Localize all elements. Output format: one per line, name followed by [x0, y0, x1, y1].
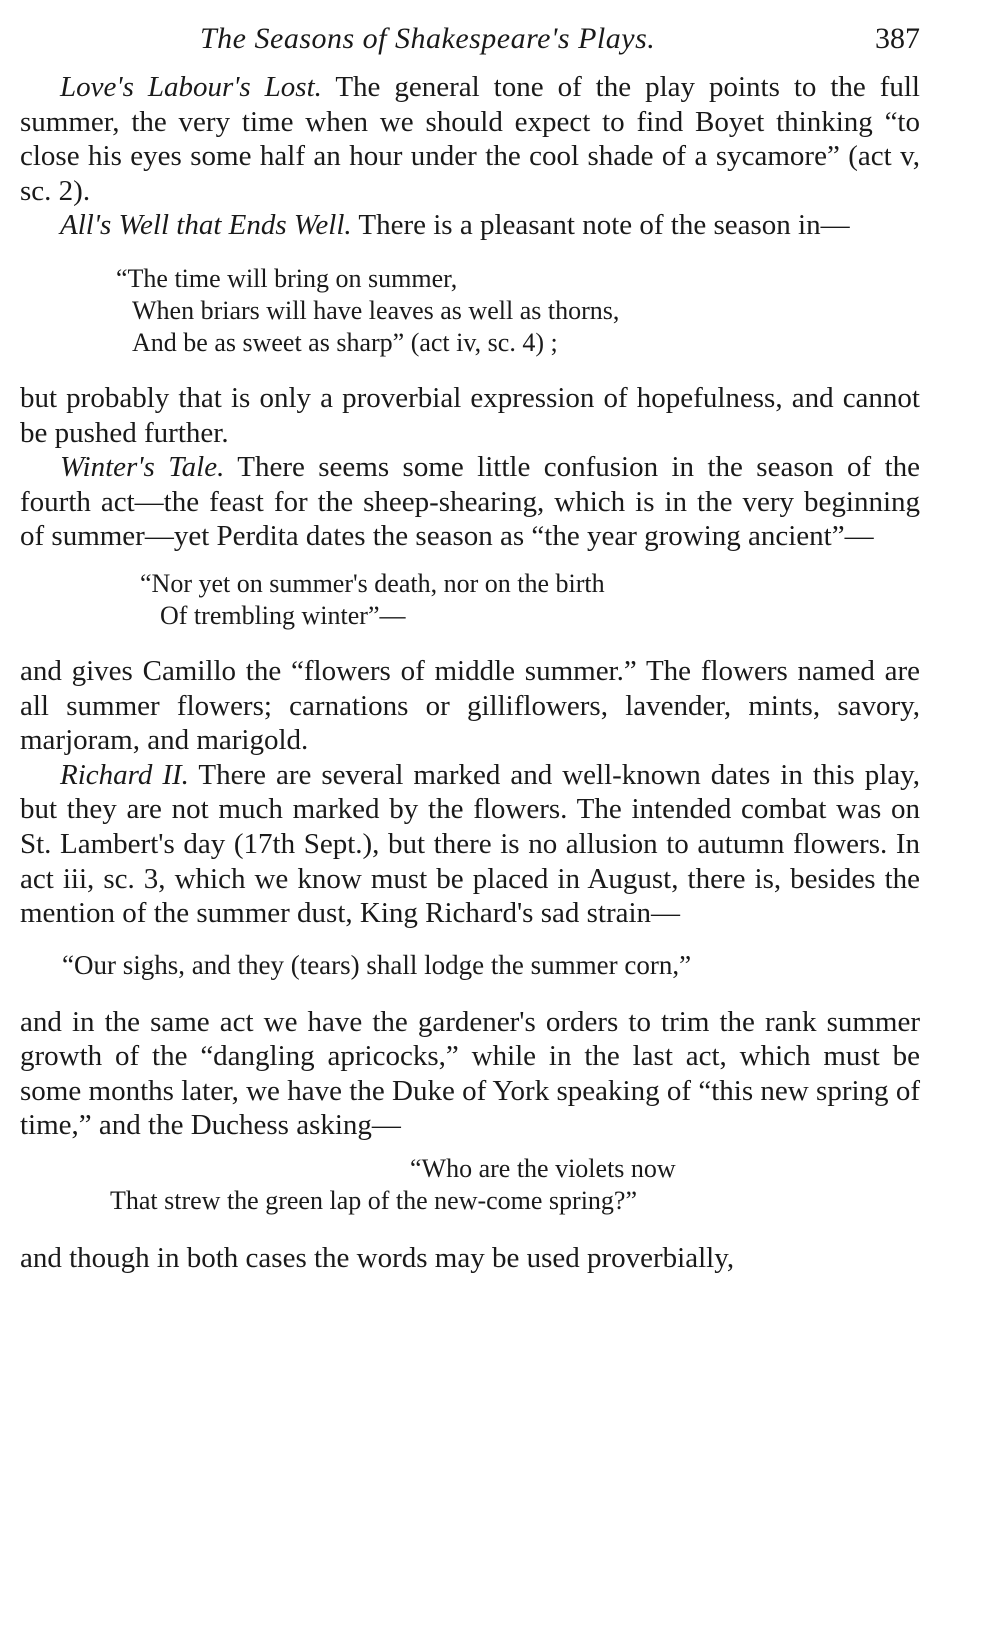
play-title: Winter's Tale. [60, 451, 225, 484]
running-title: The Seasons of Shakespeare's Plays. [200, 22, 656, 55]
play-title: Love's Labour's Lost. [60, 71, 322, 103]
paragraph-alls-well [20, 208, 920, 243]
quote-line: “Nor yet on summer's death, nor on the birth [140, 568, 605, 598]
quote-line: “Our sighs, and they (tears) shall lodge the summer corn,” [62, 949, 692, 980]
block-quote [140, 568, 920, 632]
paragraph-text: The general tone of the play points to the full summer, the very time when we should expect to find Boyet thinking “to close his eyes some half an hour under the cool shade of a sycamore” (act v, sc. 2). [20, 71, 920, 207]
block-quote [62, 949, 920, 981]
play-title: Richard II. [60, 758, 189, 791]
block-quote [116, 263, 920, 359]
paragraph-winters-tale [20, 450, 920, 554]
paragraph-continuation [20, 381, 920, 450]
paragraph-text: There are several marked and well-known dates in this play, but they are not much marked by the flowers. The intended combat was on St. Lambert's day (17th Sept.), but there is no allusion to autumn flowers. In act iii, sc. 3, which we know must be placed in August, there is, besides the mention of the summer dust, King Richard's sad strain— [20, 758, 920, 930]
quote-line: That strew the green lap of the new-come spring?” [110, 1186, 638, 1216]
body-text [20, 70, 920, 1276]
page-header [20, 18, 920, 70]
quote-line: And be as sweet as sharp” (act iv, sc. 4) ; [132, 327, 558, 357]
quote-line: When briars will have leaves as well as thorns, [132, 295, 620, 325]
quote-line: Of trembling winter”— [160, 600, 406, 630]
paragraph-text: but probably that is only a proverbial expression of hopefulness, and cannot be pushed further. [20, 381, 920, 449]
book-page [20, 18, 920, 1276]
paragraph-text: and gives Camillo the “flowers of middle summer.” The flowers named are all summer flowers; carnations or gilliflowers, lavender, mints, savory, marjoram, and marigold. [20, 654, 920, 757]
paragraph-continuation [20, 1241, 920, 1276]
paragraph-loves-labours-lost [20, 70, 920, 208]
page-number: 387 [875, 22, 920, 55]
paragraph-text: There seems some little confusion in the season of the fourth act—the feast for the sheep-shearing, which is in the very beginning of summer—yet Perdita dates the season as “the year growing ancient”— [20, 451, 921, 553]
block-quote [110, 1153, 920, 1217]
paragraph-continuation [20, 1005, 920, 1143]
quote-line: “The time will bring on summer, [116, 263, 458, 293]
paragraph-continuation [20, 654, 920, 758]
paragraph-text: There is a pleasant note of the season in— [351, 209, 850, 242]
play-title: All's Well that Ends Well. [60, 209, 352, 242]
paragraph-richard-ii [20, 758, 920, 931]
quote-line: “Who are the violets now [410, 1154, 676, 1184]
paragraph-text: and in the same act we have the gardener's orders to trim the rank summer growth of the “dangling apricocks,” while in the last act, which must be some months later, we have the Duke of York speaking of “this new spring of time,” and the Duchess asking— [20, 1005, 920, 1142]
paragraph-text: and though in both cases the words may be used proverbially, [20, 1242, 735, 1275]
